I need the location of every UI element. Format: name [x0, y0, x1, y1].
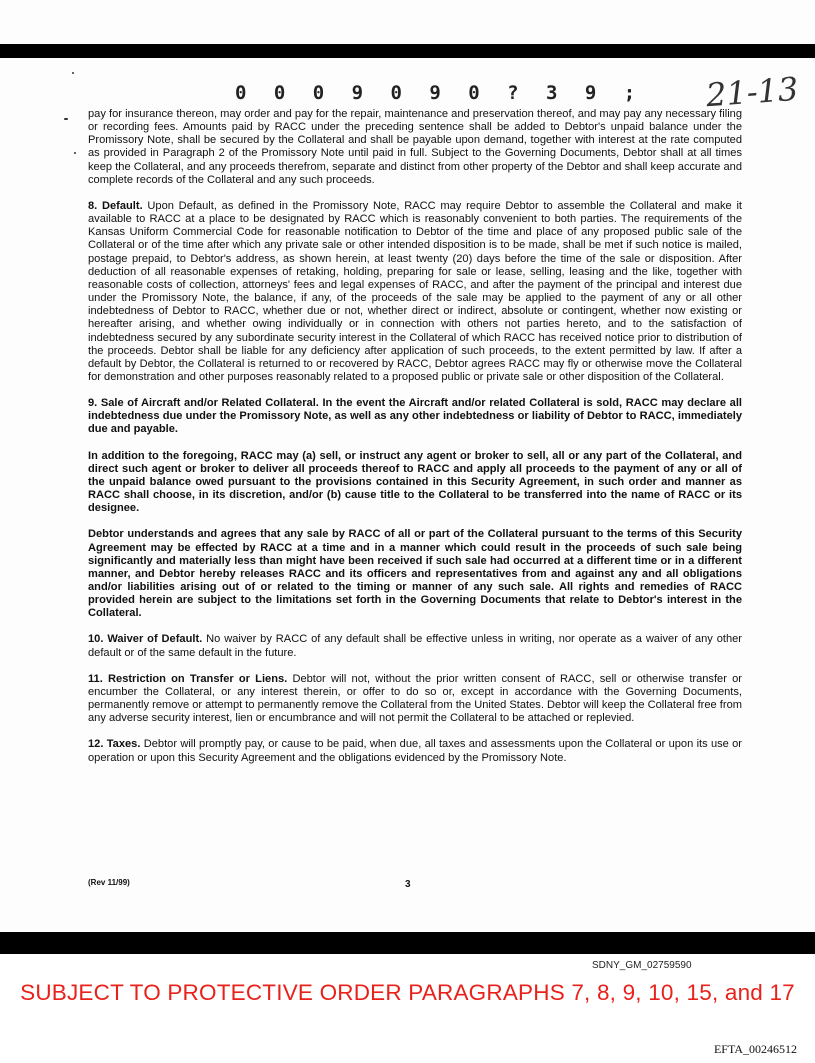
- section-12-taxes: [88, 738, 742, 764]
- bates-stamp-top: 0 0 0 9 0 9 0 ? 3 9 ;: [235, 82, 644, 104]
- section-9-paragraph-2: In addition to the foregoing, RACC may (a) sell, or instruct any agent or broker to sell, all or any part of the Collateral, and direct such agent or broker to deliver all proceeds thereof to RACC and apply all proceeds to the payment of any or all of the unpaid balance owed pursuant to the provisions contained in this Security Agreement, in such order and manner as RACC shall choose, in its discretion, and/or (b) cause title to the Collateral to be transferred into the name of RACC or its designee.: [88, 449, 742, 515]
- protective-order-notice: SUBJECT TO PROTECTIVE ORDER PARAGRAPHS 7, 8, 9, 10, 15, and 17: [20, 980, 795, 1005]
- paragraph-intro: pay for insurance thereon, may order and pay for the repair, maintenance and preservation thereof, and may pay any necessary filing or recording fees. Amounts paid by RACC under the preceding sentence shall be added to Debtor's unpaid balance under the Promissory Note, shall be secured by the Collateral and shall be payable upon demand, together with interest at the rate computed as provided in Paragraph 2 of the Promissory Note until paid in full. Subject to the Governing Documents, Debtor shall at all times keep the Collateral, and any proceeds therefrom, separate and distinct from other property of the Debtor and shall keep accurate and complete records of the Collateral and any such proceeds.: [88, 108, 742, 186]
- section-11-restriction: [88, 673, 742, 726]
- scan-bottom-border: [0, 932, 815, 954]
- scan-top-border: [0, 44, 815, 58]
- section-11-heading: 11. Restriction on Transfer or Liens.: [88, 672, 288, 685]
- section-9-paragraph-3: Debtor understands and agrees that any sale by RACC of all or part of the Collateral pursuant to the terms of this Security Agreement may be effected by RACC at a time and in a manner which could result in the proceeds of such sale being significantly and materially less than might have been received if such sale had occurred at a different time or in a different manner, and Debtor hereby releases RACC and its officers and representatives from and against any and all obligations and/or liabilities arising out of or related to the timing or manner of any such sale. All rights and remedies of RACC provided herein are subject to the limitations set forth in the Governing Documents that relate to Debtor's interest in the Collateral.: [88, 528, 742, 620]
- efta-id: EFTA_00246512: [713, 1042, 797, 1056]
- section-10-text: No waiver by RACC of any default shall be effective unless in writing, nor operate as a waiver of any other default or of the same default in the future.: [88, 633, 742, 659]
- scan-speck: [72, 72, 74, 74]
- section-12-text: Debtor will promptly pay, or cause to be paid, when due, all taxes and assessments upon the Collateral or upon its use or operation or upon this Security Agreement and the obligations evidenced by the Promissory Note.: [88, 738, 742, 764]
- document-body: [88, 108, 742, 778]
- page-number: 3: [405, 879, 411, 890]
- section-11-text: Debtor will not, without the prior written consent of RACC, sell or otherwise transfer or encumber the Collateral, or any interest therein, or offer to do so or, except in accordance with the Governing Documents, permanently remove or attempt to permanently remove the Collateral from the United States. Debtor will keep the Collateral free from any adverse security interest, lien or encumbrance and will not permit the Collateral to be attached or replevied.: [88, 672, 742, 725]
- section-10-waiver: [88, 633, 742, 659]
- section-10-heading: 10. Waiver of Default.: [88, 633, 203, 646]
- section-12-heading: 12. Taxes.: [88, 738, 141, 751]
- section-8-text: Upon Default, as defined in the Promissory Note, RACC may require Debtor to assemble the Collateral and make it available to RACC at a place to be designated by RACC which is reasonably convenient to both parties. The requirements of the Kansas Uniform Commercial Code for reasonable notification to Debtor of the time and place of any proposed public sale of the Collateral or of the time after which any private sale or other intended disposition is to be made, shall be met if such notice is mailed, postage prepaid, to Debtor's address, as shown herein, at least twenty (20) days before the time of the sale or disposition. After deduction of all reasonable expenses of retaking, holding, preparing for sale or lease, selling, leasing and the like, together with reasonable costs of collection, attorneys' fees and legal expenses of RACC, and after the payment of the principal and interest due under the Promissory Note, the balance, if any, of the proceeds of the sale may be applied to the payment of any or all other indebtedness of Debtor to RACC, whether due or not, whether direct or indirect, absolute or contingent, whether now existing or hereafter arising, and whether owing individually or in connection with others not parties hereto, and to the satisfaction of indebtedness secured by any subordinate security interest in the Collateral of which RACC has received notice prior to distribution of the proceeds. Debtor shall be liable for any deficiency after application of such proceeds, to the extent permitted by law. If after a default by Debtor, the Collateral is returned to or recovered by RACC, Debtor agrees RACC may fly or otherwise move the Collateral for demonstration and other purposes reasonably related to a proposed public or private sale or other disposition of the Collateral.: [88, 199, 743, 383]
- section-8-heading: 8. Default.: [88, 199, 143, 212]
- section-9-paragraph-1: 9. Sale of Aircraft and/or Related Collateral. In the event the Aircraft and/or related Collateral is sold, RACC may declare all indebtedness due under the Promissory Note, as well as any other indebtedness or liability of Debtor to RACC, immediately due and payable.: [88, 397, 742, 436]
- revision-label: (Rev 11/99): [88, 878, 130, 887]
- section-8-default: [88, 200, 742, 384]
- scan-speck: [64, 118, 68, 120]
- sdny-bates-id: SDNY_GM_02759590: [592, 960, 692, 971]
- scan-speck: [74, 152, 76, 154]
- handwritten-note: 21-13: [704, 69, 800, 115]
